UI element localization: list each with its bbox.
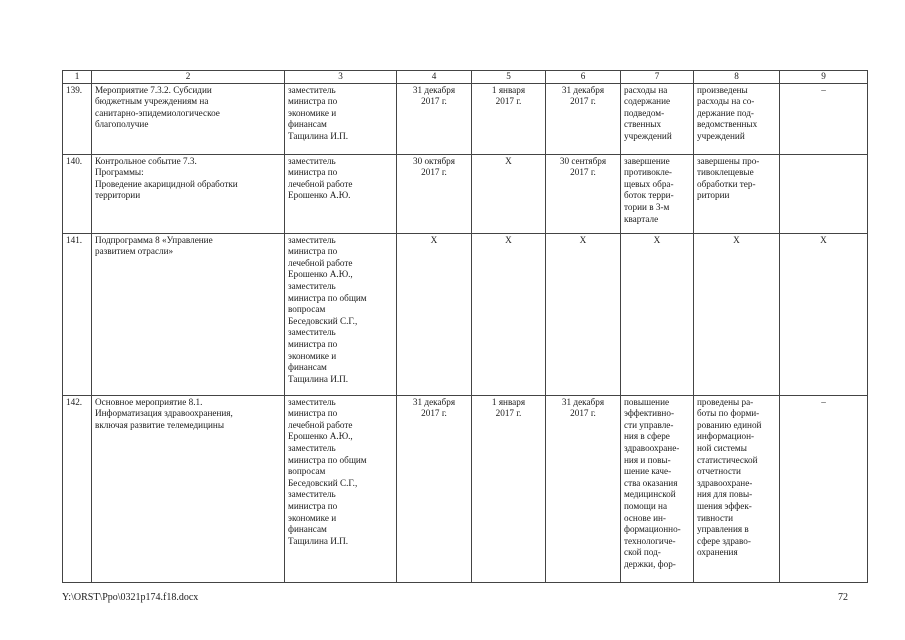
table-row: [63, 154, 868, 233]
column-number: 5: [472, 71, 546, 84]
column-number: 4: [397, 71, 472, 84]
row-number: 142.: [63, 395, 92, 582]
date-cell: X: [472, 233, 546, 395]
table-row: [63, 395, 868, 582]
table-row: [63, 233, 868, 395]
table-row: [63, 83, 868, 154]
expected-result: повышение эффективно- сти управле- ния в сфере здравоохране- ния и повы- шение каче- ства оказания медицинской помощи на основе ин- формационно- технологиче- ской под- держки, фор-: [621, 395, 694, 582]
date-cell: X: [397, 233, 472, 395]
column-number: 7: [621, 71, 694, 84]
page-number: 72: [838, 592, 848, 603]
date-cell: 31 декабря 2017 г.: [546, 83, 621, 154]
column-number: 9: [780, 71, 868, 84]
actual-result: произведены расходы на со- держание под- ведомственных учреждений: [694, 83, 780, 154]
activity-name: Контрольное событие 7.3. Программы: Проведение акарицидной обработки территории: [92, 154, 285, 233]
note-cell: X: [780, 233, 868, 395]
note-cell: [780, 154, 868, 233]
expected-result: расходы на содержание подведом- ственных учреждений: [621, 83, 694, 154]
date-cell: 31 декабря 2017 г.: [397, 83, 472, 154]
column-number-row: [63, 71, 868, 84]
responsible-executor: заместитель министра по лечебной работе Ерошенко А.Ю.: [285, 154, 397, 233]
plan-table: [62, 70, 868, 583]
responsible-executor: заместитель министра по лечебной работе Ерошенко А.Ю., заместитель министра по общим вопросам Беседовский С.Г., заместитель министра по экономике и финансам Тащилина И.П.: [285, 395, 397, 582]
row-number: 141.: [63, 233, 92, 395]
note-cell: –: [780, 395, 868, 582]
row-number: 140.: [63, 154, 92, 233]
activity-name: Подпрограмма 8 «Управление развитием отрасли»: [92, 233, 285, 395]
activity-name: Мероприятие 7.3.2. Субсидии бюджетным учреждениям на санитарно-эпидемиологическое благополучие: [92, 83, 285, 154]
date-cell: 1 января 2017 г.: [472, 83, 546, 154]
column-number: 6: [546, 71, 621, 84]
document-file-path: Y:\ORST\Ppo\0321p174.f18.docx: [62, 592, 199, 603]
activity-name: Основное мероприятие 8.1. Информатизация здравоохранения, включая развитие телемедицины: [92, 395, 285, 582]
responsible-executor: заместитель министра по экономике и финансам Тащилина И.П.: [285, 83, 397, 154]
actual-result: завершены про- тивоклещевые обработки тер- ритории: [694, 154, 780, 233]
column-number: 1: [63, 71, 92, 84]
note-cell: –: [780, 83, 868, 154]
actual-result: X: [694, 233, 780, 395]
actual-result: проведены ра- боты по форми- рованию единой информацион- ной системы статистической отчетности здравоохране- ния для повы- шения эффек- тивности управления в сфере здраво- охранения: [694, 395, 780, 582]
date-cell: 30 сентября 2017 г.: [546, 154, 621, 233]
column-number: 8: [694, 71, 780, 84]
column-number: 2: [92, 71, 285, 84]
date-cell: X: [546, 233, 621, 395]
date-cell: 1 января 2017 г.: [472, 395, 546, 582]
date-cell: X: [472, 154, 546, 233]
date-cell: 31 декабря 2017 г.: [397, 395, 472, 582]
date-cell: 30 октября 2017 г.: [397, 154, 472, 233]
column-number: 3: [285, 71, 397, 84]
date-cell: 31 декабря 2017 г.: [546, 395, 621, 582]
responsible-executor: заместитель министра по лечебной работе Ерошенко А.Ю., заместитель министра по общим вопросам Беседовский С.Г., заместитель министра по экономике и финансам Тащилина И.П.: [285, 233, 397, 395]
expected-result: завершение противокле- щевых обра- боток терри- тории в 3-м квартале: [621, 154, 694, 233]
expected-result: X: [621, 233, 694, 395]
row-number: 139.: [63, 83, 92, 154]
